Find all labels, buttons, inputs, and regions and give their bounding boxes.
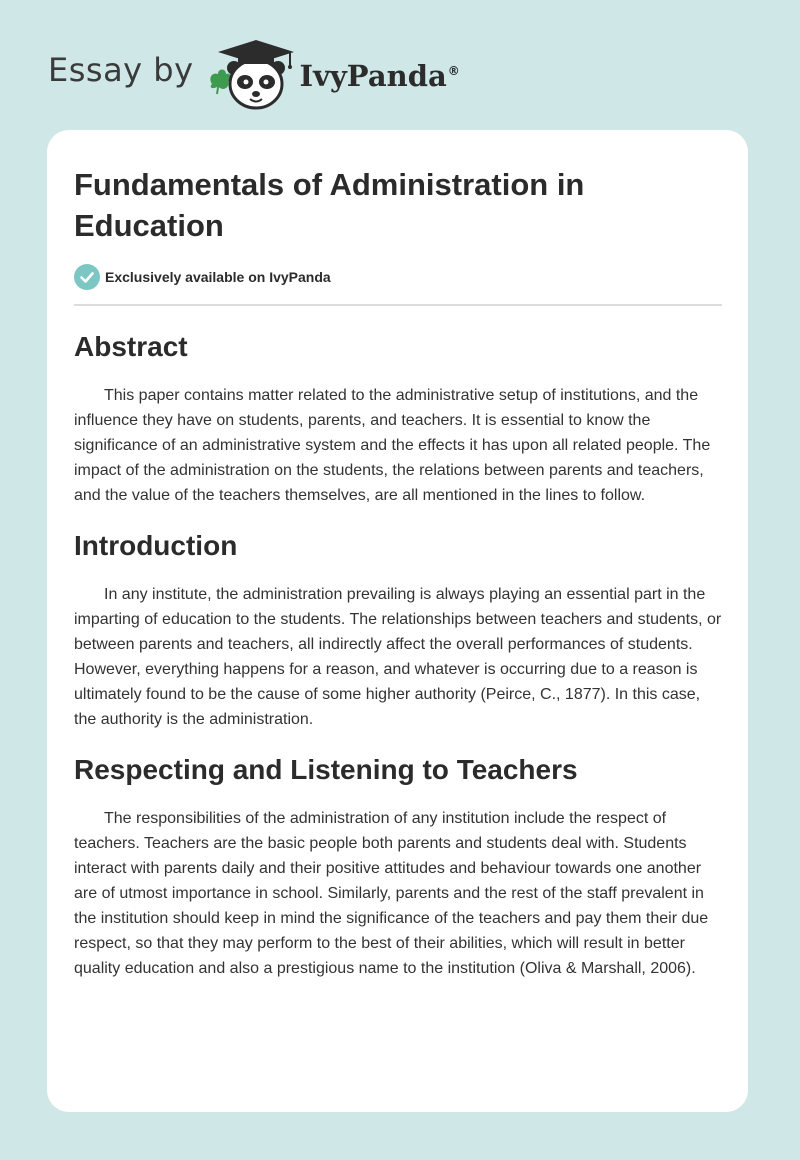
brand-logo[interactable]	[48, 36, 460, 112]
section-heading-introduction: Introduction	[74, 530, 238, 561]
section-paragraph-introduction: In any institute, the administration prevailing is always playing an essential part in the imparting of education to the students. The relationships between teachers and students, or between parents and teachers, all indirectly affect the overall performances of students. However, everything happens for a reason, and whatever is occurring due to a reason is ultimately found to be the cause of some higher authority (Peirce, C., 1877). In this case, the authority is the administration.	[74, 586, 722, 728]
brand-prefix: Essay by	[48, 51, 194, 89]
badge-label: Exclusively available on IvyPanda	[105, 269, 331, 285]
essay-card	[47, 130, 748, 1112]
page-title: Fundamentals of Administration in Education	[74, 167, 585, 243]
divider	[74, 304, 722, 306]
section-heading-abstract: Abstract	[74, 331, 188, 362]
section-paragraph-respecting-teachers: The responsibilities of the administration of any institution include the respect of teachers. Teachers are the basic people both parents and students deal with. Students interact with parents daily and their positive attitudes and behaviour towards one another are of utmost importance in school. Similarly, parents and the rest of the staff prevalent in the institution should keep in mind the significance of the teachers and pay them their due respect, so that they may perform to the best of their abilities, which will result in better quality education and also a prestigious name to the institution (Oliva & Marshall, 2006).	[74, 810, 709, 977]
exclusive-badge	[74, 264, 722, 290]
panda-graduate-icon	[206, 36, 298, 112]
brand-name: IvyPanda®	[299, 59, 460, 93]
section-paragraph-abstract: This paper contains matter related to the administrative setup of institutions, and the influence they have on students, parents, and teachers. It is essential to know the significance of an administrative system and the effects it has upon all related people. The impact of the administration on the students, the relations between parents and teachers, and the value of the teachers themselves, are all mentioned in the lines to follow.	[74, 387, 711, 504]
essay-content	[74, 130, 722, 981]
registered-mark: ®	[447, 64, 460, 79]
check-circle-icon	[74, 264, 100, 290]
section-heading-respecting-teachers: Respecting and Listening to Teachers	[74, 754, 578, 785]
